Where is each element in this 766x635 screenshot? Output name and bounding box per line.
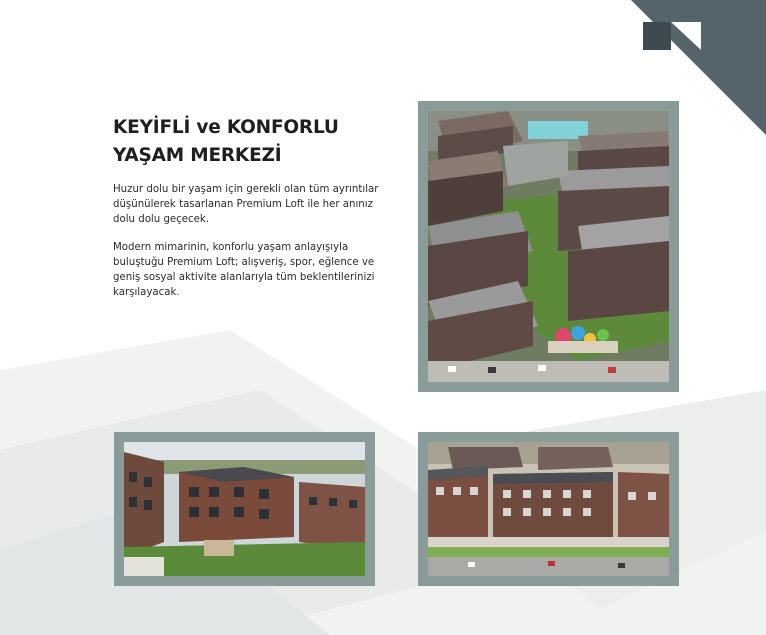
description-paragraph: Modern mimarinin, konforlu yaşam anlayışıyla buluştuğu Premium Loft; alışveriş, spor, eğlence ve geniş sosyal aktivite alanlarıyla tüm beklentilerinizi karşılayacak. — [113, 242, 375, 298]
title-block — [113, 114, 383, 170]
courtyard-photo — [124, 442, 365, 576]
aerial-complex-photo — [428, 111, 669, 382]
photo-frame-street — [418, 432, 679, 586]
street-aerial-photo — [428, 442, 669, 576]
page-title-line-1: KEYİFLİ ve KONFORLU — [113, 117, 339, 138]
page-title-line-2: YAŞAM MERKEZİ — [113, 145, 282, 166]
intro-paragraph: Huzur dolu bir yaşam için gerekli olan tüm ayrıntılar düşünülerek tasarlanan Premium Loft ile her anınız dolu dolu geçecek. — [113, 184, 379, 225]
photo-frame-courtyard — [114, 432, 375, 586]
photo-frame-aerial — [418, 101, 679, 392]
